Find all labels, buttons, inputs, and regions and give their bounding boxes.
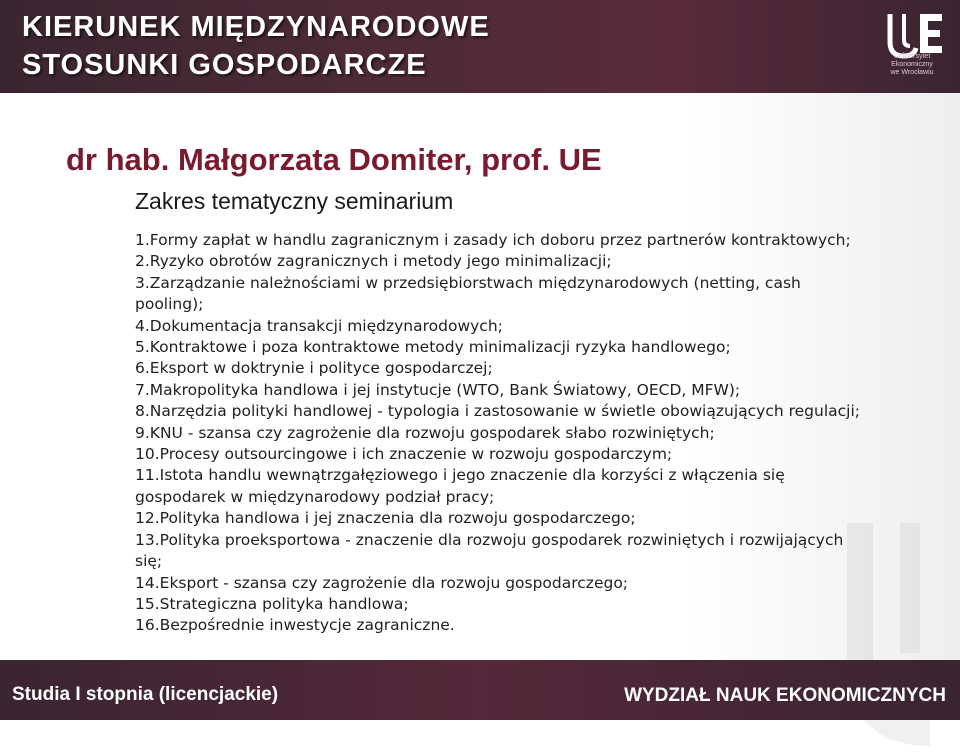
topic-item: 9.KNU - szansa czy zagrożenie dla rozwoju gospodarek słabo rozwiniętych; (135, 423, 715, 442)
header-bar (0, 0, 960, 93)
topic-item: 10.Procesy outsourcingowe i ich znaczenie w rozwoju gospodarczym; (135, 445, 673, 464)
footer-bar (0, 660, 960, 720)
topic-item: 6.Eksport w doktrynie i polityce gospodarczej; (135, 359, 493, 378)
topic-item: 3.Zarządzanie należnościami w przedsiębiorstwach międzynarodowych (netting, cash pooling); (135, 273, 801, 314)
logo-caption-line: we Wrocławiu (890, 69, 934, 76)
topic-item: 8.Narzędzia polityki handlowej - typologia i zastosowanie w świetle obowiązujących regulacji; (135, 402, 860, 421)
topic-item: 7.Makropolityka handlowa i jej instytucje (WTO, Bank Światowy, OECD, MFW); (135, 380, 741, 399)
topic-item: 11.Istota handlu wewnątrzgałęziowego i jego znaczenie dla korzyści z włączenia się gospodarek w międzynarodowy podział pracy; (135, 466, 785, 506)
faculty-name: WYDZIAŁ NAUK EKONOMICZNYCH (624, 685, 946, 706)
program-title-line-1: KIERUNEK MIĘDZYNARODOWE (22, 11, 490, 43)
program-title-line-2: STOSUNKI GOSPODARCZE (22, 49, 427, 81)
topic-item: 5.Kontraktowe i poza kontraktowe metody minimalizacji ryzyka handlowego; (135, 338, 731, 357)
section-heading: Zakres tematyczny seminarium (135, 188, 454, 214)
study-level-label: Studia I stopnia (licencjackie) (12, 684, 279, 705)
logo-caption-line: Uniwersytet (893, 53, 931, 60)
topic-item: 16.Bezpośrednie inwestycje zagraniczne. (135, 616, 455, 635)
topic-item: 1.Formy zapłat w handlu zagranicznym i zasady ich doboru przez partnerów kontraktowych; (135, 231, 851, 249)
topics-list (135, 230, 865, 637)
topic-item: 15.Strategiczna polityka handlowa; (135, 594, 409, 613)
program-title (22, 8, 490, 84)
author-name: dr hab. Małgorzata Domiter, prof. UE (66, 142, 602, 177)
logo-caption-line: Ekonomiczny (891, 61, 933, 68)
topic-item: 2.Ryzyko obrotów zagranicznych i metody jego minimalizacji; (135, 252, 612, 271)
topic-item: 13.Polityka proeksportowa - znaczenie dla rozwoju gospodarek rozwiniętych i rozwijających się; (135, 530, 844, 571)
university-logo-caption (876, 53, 948, 77)
topic-item: 4.Dokumentacja transakcji międzynarodowych; (135, 316, 503, 335)
topic-item: 12.Polityka handlowa i jej znaczenia dla rozwoju gospodarczego; (135, 509, 636, 528)
topic-item: 14.Eksport - szansa czy zagrożenie dla rozwoju gospodarczego; (135, 573, 629, 592)
